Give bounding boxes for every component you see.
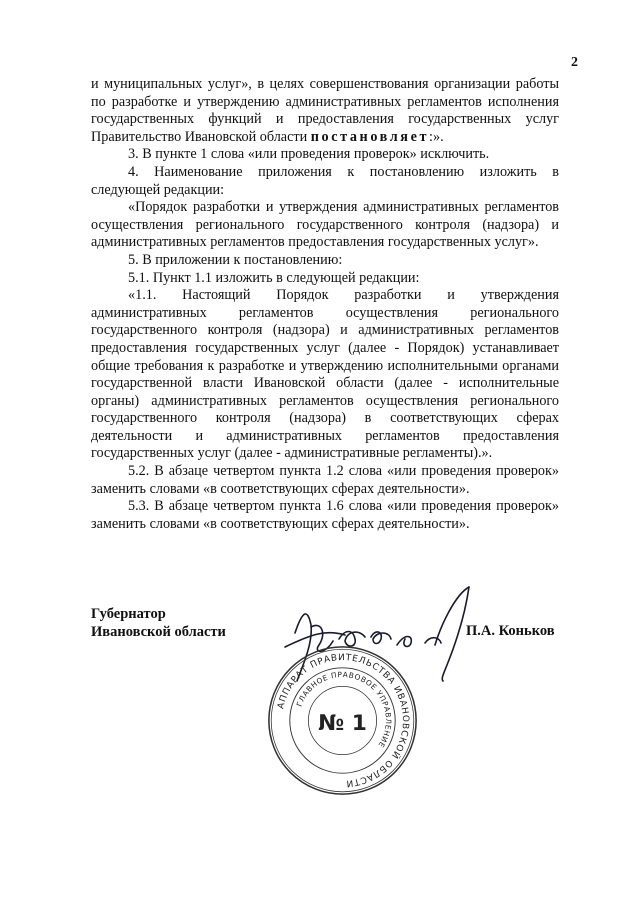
paragraph-title-quote: «Порядок разработки и утверждения административных регламентов осуществления регионального государственного контроля (надзора) и административных регламентов предоставления государственных услуг». — [91, 199, 559, 251]
page-number: 2 — [571, 55, 578, 70]
signatory-title — [91, 605, 226, 641]
paragraph-intro — [91, 76, 559, 146]
signatory-name: П.А. Коньков — [466, 623, 555, 639]
paragraph-item-5: 5. В приложении к постановлению: — [128, 251, 343, 268]
decree-word: постановляет — [310, 128, 430, 145]
intro-text: и муниципальных услуг», в целях совершенствования организации работы по разработке и утверждению административных регламентов исполнения государственных функций и предоставления государственных услуг Правительство Ивановской области — [91, 76, 559, 145]
paragraph-item-4: 4. Наименование приложения к постановлению изложить в следующей редакции: — [91, 163, 559, 198]
signatory-title-line2: Ивановской области — [91, 624, 226, 640]
paragraph-clause-1-1: «1.1. Настоящий Порядок разработки и утверждения административных регламентов осуществления регионального государственного контроля (надзора) и административных регламентов предоставления государственных услуг (далее - Порядок) устанавливает общие требования к разработке и утверждению исполнительными органами государственной власти Ивановской области (далее - исполнительные органы) административных регламентов осуществления регионального государственного контроля (надзора) в соответствующих сферах деятельности и административных регламентов предоставления государственных услуг (далее - административные регламенты).». — [91, 287, 559, 462]
paragraph-item-3: 3. В пункте 1 слова «или проведения проверок» исключить. — [128, 146, 490, 163]
seal-outer-text: АППАРАТ ПРАВИТЕЛЬСТВА ИВАНОВСКОЙ ОБЛАСТИ — [276, 653, 411, 788]
document-body — [91, 76, 559, 533]
seal-number: № 1 — [318, 710, 367, 736]
decree-tail: :». — [429, 128, 444, 145]
seal-inner-text: ГЛАВНОЕ ПРАВОВОЕ УПРАВЛЕНИЕ — [294, 670, 393, 750]
official-seal — [265, 643, 420, 798]
paragraph-item-5-1: 5.1. Пункт 1.1 изложить в следующей редакции: — [128, 269, 420, 286]
paragraph-item-5-3: 5.3. В абзаце четвертом пункта 1.6 слова «или проведения проверок» заменить словами «в соответствующих сферах деятельности». — [91, 498, 559, 532]
signatory-title-line1: Губернатор — [91, 606, 166, 622]
paragraph-item-5-2: 5.2. В абзаце четвертом пункта 1.2 слова «или проведения проверок» заменить словами «в соответствующих сферах деятельности». — [91, 463, 559, 497]
